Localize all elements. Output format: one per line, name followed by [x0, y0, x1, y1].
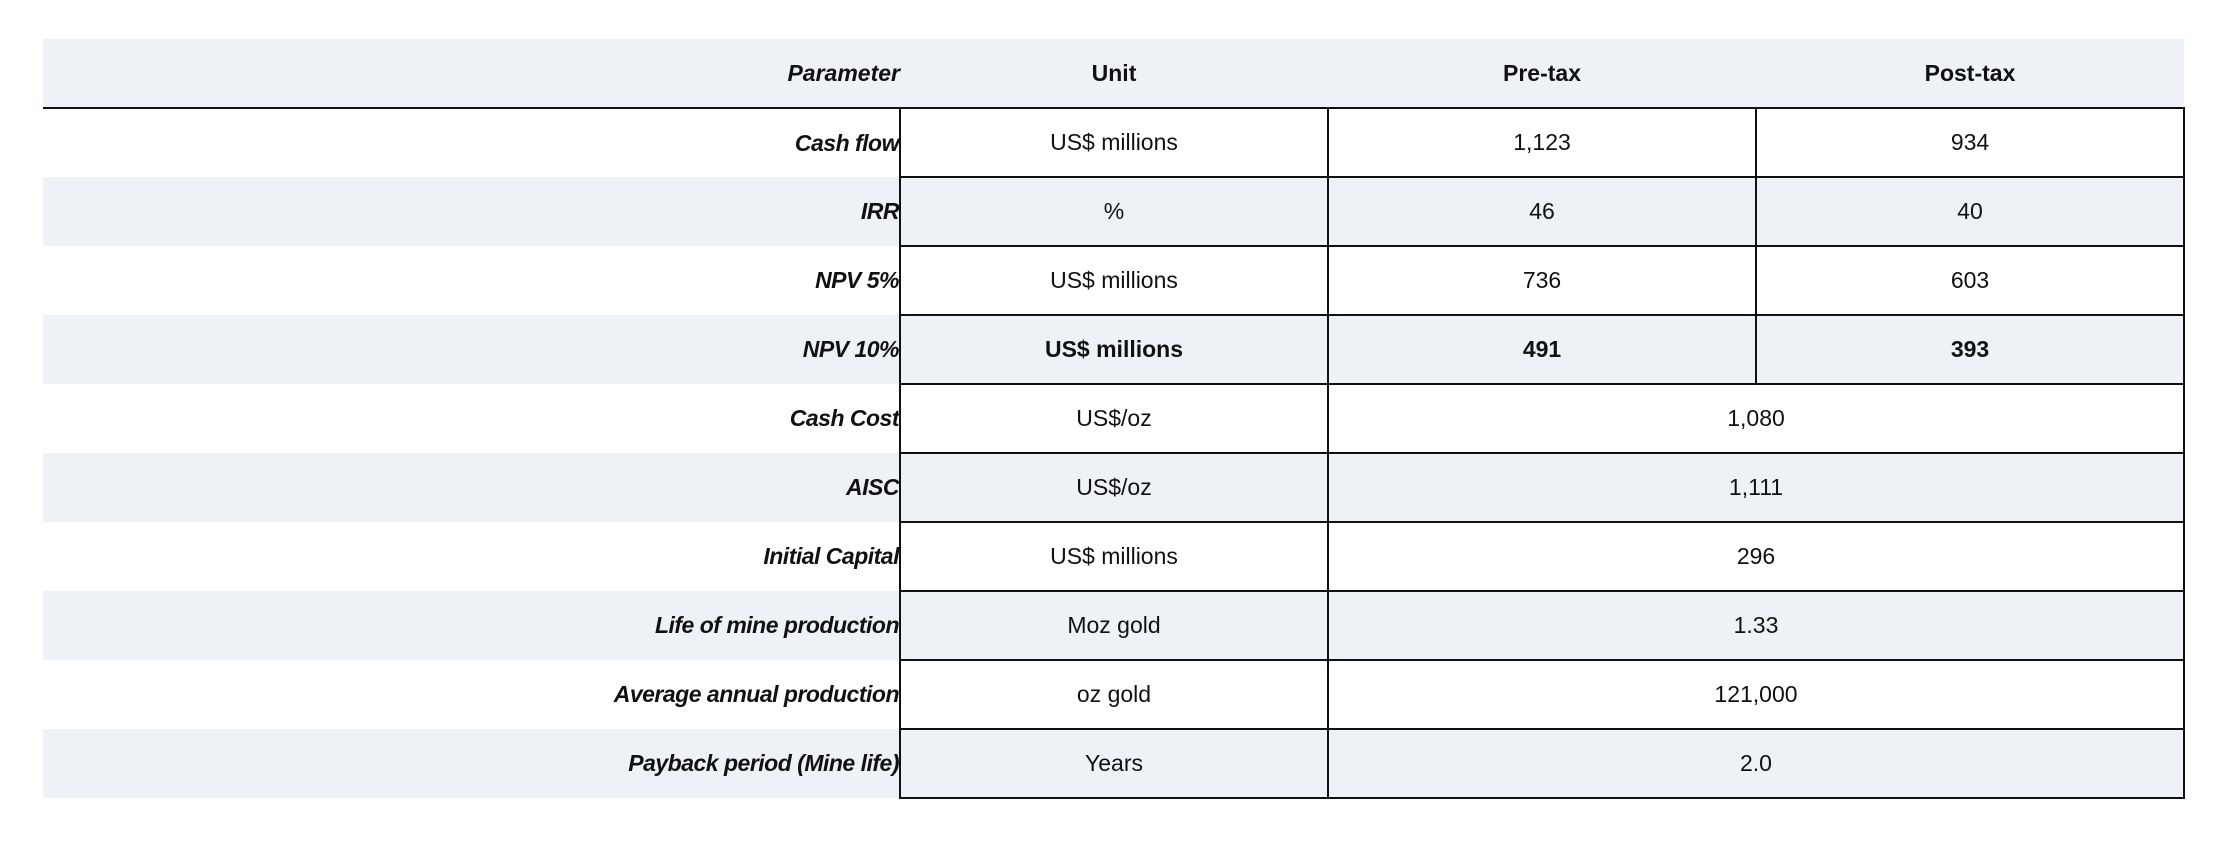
table-row — [43, 729, 2184, 798]
row-parameter: Payback period (Mine life) — [43, 729, 900, 798]
row-pre-tax: 1,123 — [1328, 108, 1756, 177]
row-post-tax: 603 — [1756, 246, 2184, 315]
header-parameter: Parameter — [43, 39, 900, 108]
row-post-tax: 934 — [1756, 108, 2184, 177]
row-value: 1,111 — [1328, 453, 2184, 522]
row-unit: US$ millions — [900, 315, 1328, 384]
row-pre-tax: 491 — [1328, 315, 1756, 384]
row-parameter: Life of mine production — [43, 591, 900, 660]
row-parameter: NPV 5% — [43, 246, 900, 315]
table-body — [43, 108, 2184, 798]
row-unit: Years — [900, 729, 1328, 798]
row-value: 121,000 — [1328, 660, 2184, 729]
table-row — [43, 522, 2184, 591]
table-row — [43, 591, 2184, 660]
row-parameter: Cash flow — [43, 108, 900, 177]
row-unit: US$ millions — [900, 246, 1328, 315]
row-value: 1.33 — [1328, 591, 2184, 660]
row-parameter: Average annual production — [43, 660, 900, 729]
header-pre-tax: Pre-tax — [1328, 39, 1756, 108]
row-value: 2.0 — [1328, 729, 2184, 798]
row-unit: Moz gold — [900, 591, 1328, 660]
table-row — [43, 246, 2184, 315]
row-unit: US$/oz — [900, 453, 1328, 522]
table-row — [43, 384, 2184, 453]
row-pre-tax: 46 — [1328, 177, 1756, 246]
table-row — [43, 660, 2184, 729]
header-row — [43, 39, 2184, 108]
table-header — [43, 39, 2184, 108]
row-parameter: Cash Cost — [43, 384, 900, 453]
row-pre-tax: 736 — [1328, 246, 1756, 315]
table-row — [43, 177, 2184, 246]
table-row-highlighted — [43, 315, 2184, 384]
economics-table — [43, 39, 2185, 799]
row-parameter: Initial Capital — [43, 522, 900, 591]
row-value: 1,080 — [1328, 384, 2184, 453]
row-unit: % — [900, 177, 1328, 246]
header-unit: Unit — [900, 39, 1328, 108]
table-row — [43, 108, 2184, 177]
row-post-tax: 393 — [1756, 315, 2184, 384]
row-unit: US$ millions — [900, 522, 1328, 591]
row-parameter: AISC — [43, 453, 900, 522]
table-row — [43, 453, 2184, 522]
row-unit: US$/oz — [900, 384, 1328, 453]
row-value: 296 — [1328, 522, 2184, 591]
row-parameter: IRR — [43, 177, 900, 246]
row-parameter: NPV 10% — [43, 315, 900, 384]
row-post-tax: 40 — [1756, 177, 2184, 246]
row-unit: oz gold — [900, 660, 1328, 729]
economics-table-container — [43, 39, 2184, 799]
row-unit: US$ millions — [900, 108, 1328, 177]
header-post-tax: Post-tax — [1756, 39, 2184, 108]
